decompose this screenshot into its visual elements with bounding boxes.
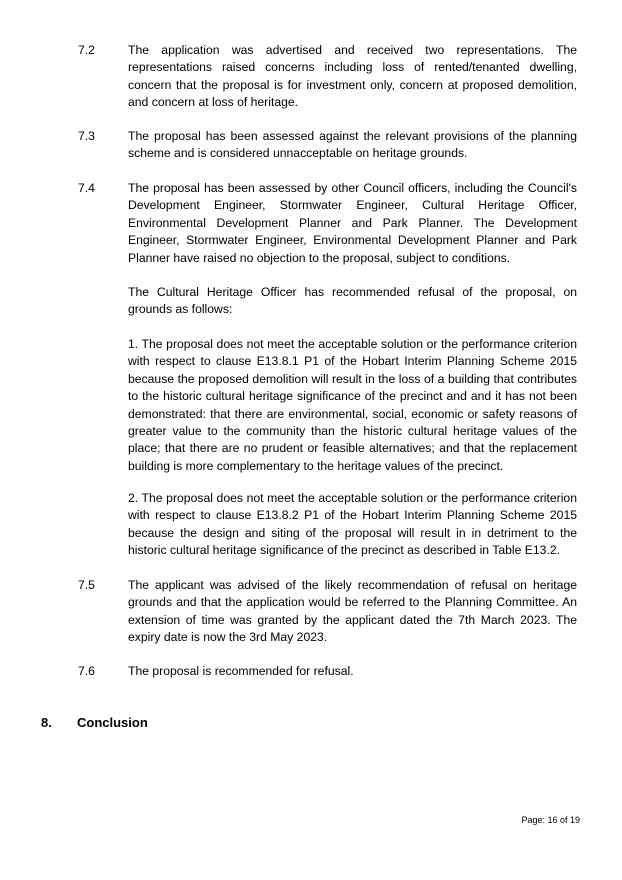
section-paragraph: The application was advertised and received two representations. The representations raised concerns including loss of rented/tenanted dwelling, concern that the proposal is for investment only, concern at proposed demolition, and concern at loss of heritage. [128, 43, 577, 110]
section-paragraph: The proposal has been assessed against the relevant provisions of the planning scheme and is considered unnacceptable on heritage grounds. [128, 129, 577, 161]
section-number: 7.2 [78, 43, 95, 57]
section-number: 7.5 [78, 578, 95, 592]
section-paragraph: The Cultural Heritage Officer has recommended refusal of the proposal, on grounds as follows: [128, 285, 577, 317]
section-number: 7.4 [78, 181, 95, 195]
section-number: 7.6 [78, 664, 95, 678]
section-paragraph: The applicant was advised of the likely recommendation of refusal on heritage grounds and that the application would be referred to the Planning Committee. An extension of time was granted by the applicant dated the 7th March 2023. The expiry date is now the 3rd May 2023. [128, 578, 577, 645]
section-paragraph: The proposal has been assessed by other Council officers, including the Council's Development Engineer, Stormwater Engineer, Cultural Heritage Officer, Environmental Development Planner and Park Planner. The Development Engineer, Stormwater Engineer, Environmental Development Planner and Park Planner have raised no objection to the proposal, subject to conditions. [128, 181, 577, 265]
section-number: 7.3 [78, 129, 95, 143]
heading-title: Conclusion [77, 715, 148, 730]
heritage-reason-1: 1. The proposal does not meet the acceptable solution or the performance criterion with respect to clause E13.8.1 P1 of the Hobart Interim Planning Scheme 2015 because the proposed demolition will result in the loss of a building that contributes to the historic cultural heritage significance of the precinct and and it has not been demonstrated: that there are environmental, social, economic or safety reasons of greater value to the community than the historic cultural heritage values of the place; that there are no prudent or feasible alternatives; and that the replacement building is more complementary to the heritage values of the precinct. [128, 337, 577, 473]
heading-number: 8. [41, 715, 52, 730]
heritage-reason-2: 2. The proposal does not meet the acceptable solution or the performance criterion with respect to clause E13.8.2 P1 of the Hobart Interim Planning Scheme 2015 because the design and siting of the proposal will result in in detriment to the historic cultural heritage significance of the precinct as described in Table E13.2. [128, 491, 577, 558]
page-number: Page: 16 of 19 [521, 815, 580, 825]
section-paragraph: The proposal is recommended for refusal. [128, 664, 354, 678]
